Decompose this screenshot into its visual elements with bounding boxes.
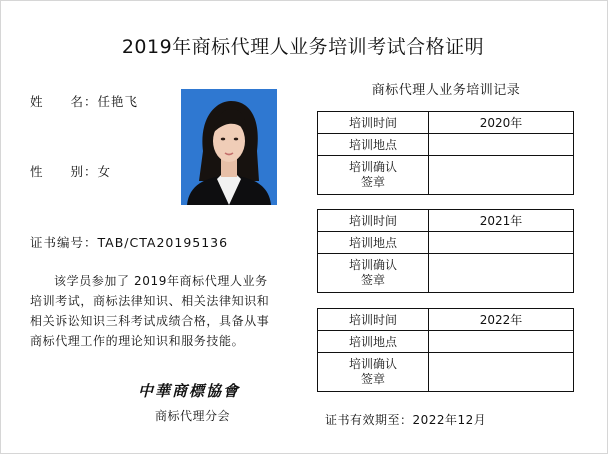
training-place-label: 培训地点 [318,134,429,156]
training-confirm-value [429,156,574,195]
certificate-statement [30,271,288,351]
statement-line: 该学员参加了 2019年商标代理人业务 [54,274,268,288]
training-year: 2021年 [429,210,574,232]
name-value: 任艳飞 [97,94,139,109]
name-label: 姓 名： [30,94,98,109]
training-time-label: 培训时间 [318,112,429,134]
statement-line: 相关诉讼知识三科考试成绩合格，具备从事 [30,314,270,328]
training-confirm-value [429,254,574,293]
training-confirm-label: 培训确认 签章 [318,353,429,392]
training-place-label: 培训地点 [318,331,429,353]
association-branch: 商标代理分会 [155,409,231,423]
training-time-label: 培训时间 [318,210,429,232]
training-place-value [429,134,574,156]
training-confirm-label: 培训确认 签章 [318,156,429,195]
name-field [30,92,138,110]
training-place-value [429,331,574,353]
cert-number-field [30,233,228,251]
validity-date: 证书有效期至：2022年12月 [325,413,487,427]
training-record-2021 [317,209,574,293]
cert-number-label: 证书编号： [30,235,98,250]
training-year: 2020年 [429,112,574,134]
cert-number-value: TAB/CTA20195136 [97,235,229,250]
certificate-title: 2019年商标代理人业务培训考试合格证明 [121,36,485,58]
training-confirm-label: 培训确认 签章 [318,254,429,293]
training-record-title: 商标代理人业务培训记录 [371,83,521,98]
training-year: 2022年 [429,309,574,331]
gender-field [30,162,111,180]
training-time-label: 培训时间 [318,309,429,331]
training-place-label: 培训地点 [318,232,429,254]
training-record-2022 [317,308,574,392]
training-record-2020 [317,111,574,195]
id-photo [181,89,277,205]
gender-label: 性 别： [30,164,98,179]
statement-line: 培训考试，商标法律知识、相关法律知识和 [30,294,270,308]
portrait-image [181,89,277,205]
training-confirm-value [429,353,574,392]
association-signature: 中華商標協會 [138,382,241,400]
gender-value: 女 [97,164,112,179]
statement-line: 商标代理工作的理论知识和服务技能。 [30,334,245,348]
training-place-value [429,232,574,254]
